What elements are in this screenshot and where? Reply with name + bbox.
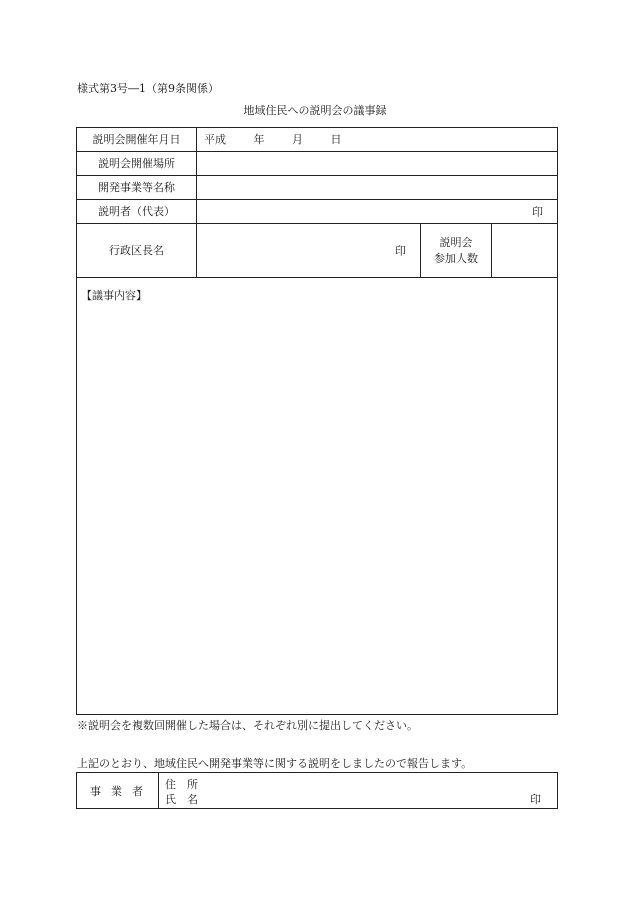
minutes-heading: 【議事内容】 [81, 289, 147, 302]
business-operator-row [77, 773, 558, 809]
presenter-field[interactable] [197, 200, 558, 224]
district-head-row [77, 224, 558, 278]
business-operator-label: 事業者 [77, 773, 159, 809]
date-row [77, 128, 558, 152]
multiple-sessions-note: ※説明会を複数回開催した場合は、それぞれ別に提出してください。 [77, 719, 418, 732]
business-seal-mark: 印 [530, 793, 541, 806]
name-label: 氏 名 [165, 793, 198, 806]
attendees-count-field[interactable] [492, 224, 558, 278]
business-operator-table [76, 772, 558, 809]
district-head-field[interactable] [197, 224, 421, 278]
presenter-seal-mark: 印 [532, 205, 543, 218]
project-name-field[interactable] [197, 176, 558, 200]
date-field[interactable] [197, 128, 558, 152]
business-operator-field[interactable] [159, 773, 558, 809]
form-number-label: 様式第3号―1（第9条関係） [77, 82, 219, 95]
minutes-form-table [76, 127, 558, 715]
place-row [77, 152, 558, 176]
minutes-row [77, 278, 558, 715]
project-name-label: 開発事業等名称 [77, 176, 197, 200]
minutes-content-area[interactable] [77, 278, 558, 715]
date-year-unit: 年 [253, 133, 265, 146]
place-field[interactable] [197, 152, 558, 176]
project-row [77, 176, 558, 200]
address-label: 住 所 [165, 778, 198, 791]
date-month-unit: 月 [292, 133, 303, 146]
district-head-seal-mark: 印 [395, 244, 406, 257]
presenter-row [77, 200, 558, 224]
district-head-label: 行政区長名 [77, 224, 197, 278]
attendees-label-line2: 参加人数 [434, 251, 478, 265]
attendees-label-line1: 説明会 [439, 235, 473, 249]
date-day-unit: 日 [330, 133, 342, 146]
attendees-label [421, 224, 492, 278]
place-label: 説明会開催場所 [77, 152, 197, 176]
date-label: 説明会開催年月日 [77, 128, 197, 152]
presenter-label: 説明者（代表） [77, 200, 197, 224]
report-statement: 上記のとおり、地域住民へ開発事業等に関する説明をしましたので報告します。 [77, 757, 473, 770]
document-title: 地域住民への説明会の議事録 [243, 104, 387, 117]
date-era: 平成 [204, 133, 226, 146]
